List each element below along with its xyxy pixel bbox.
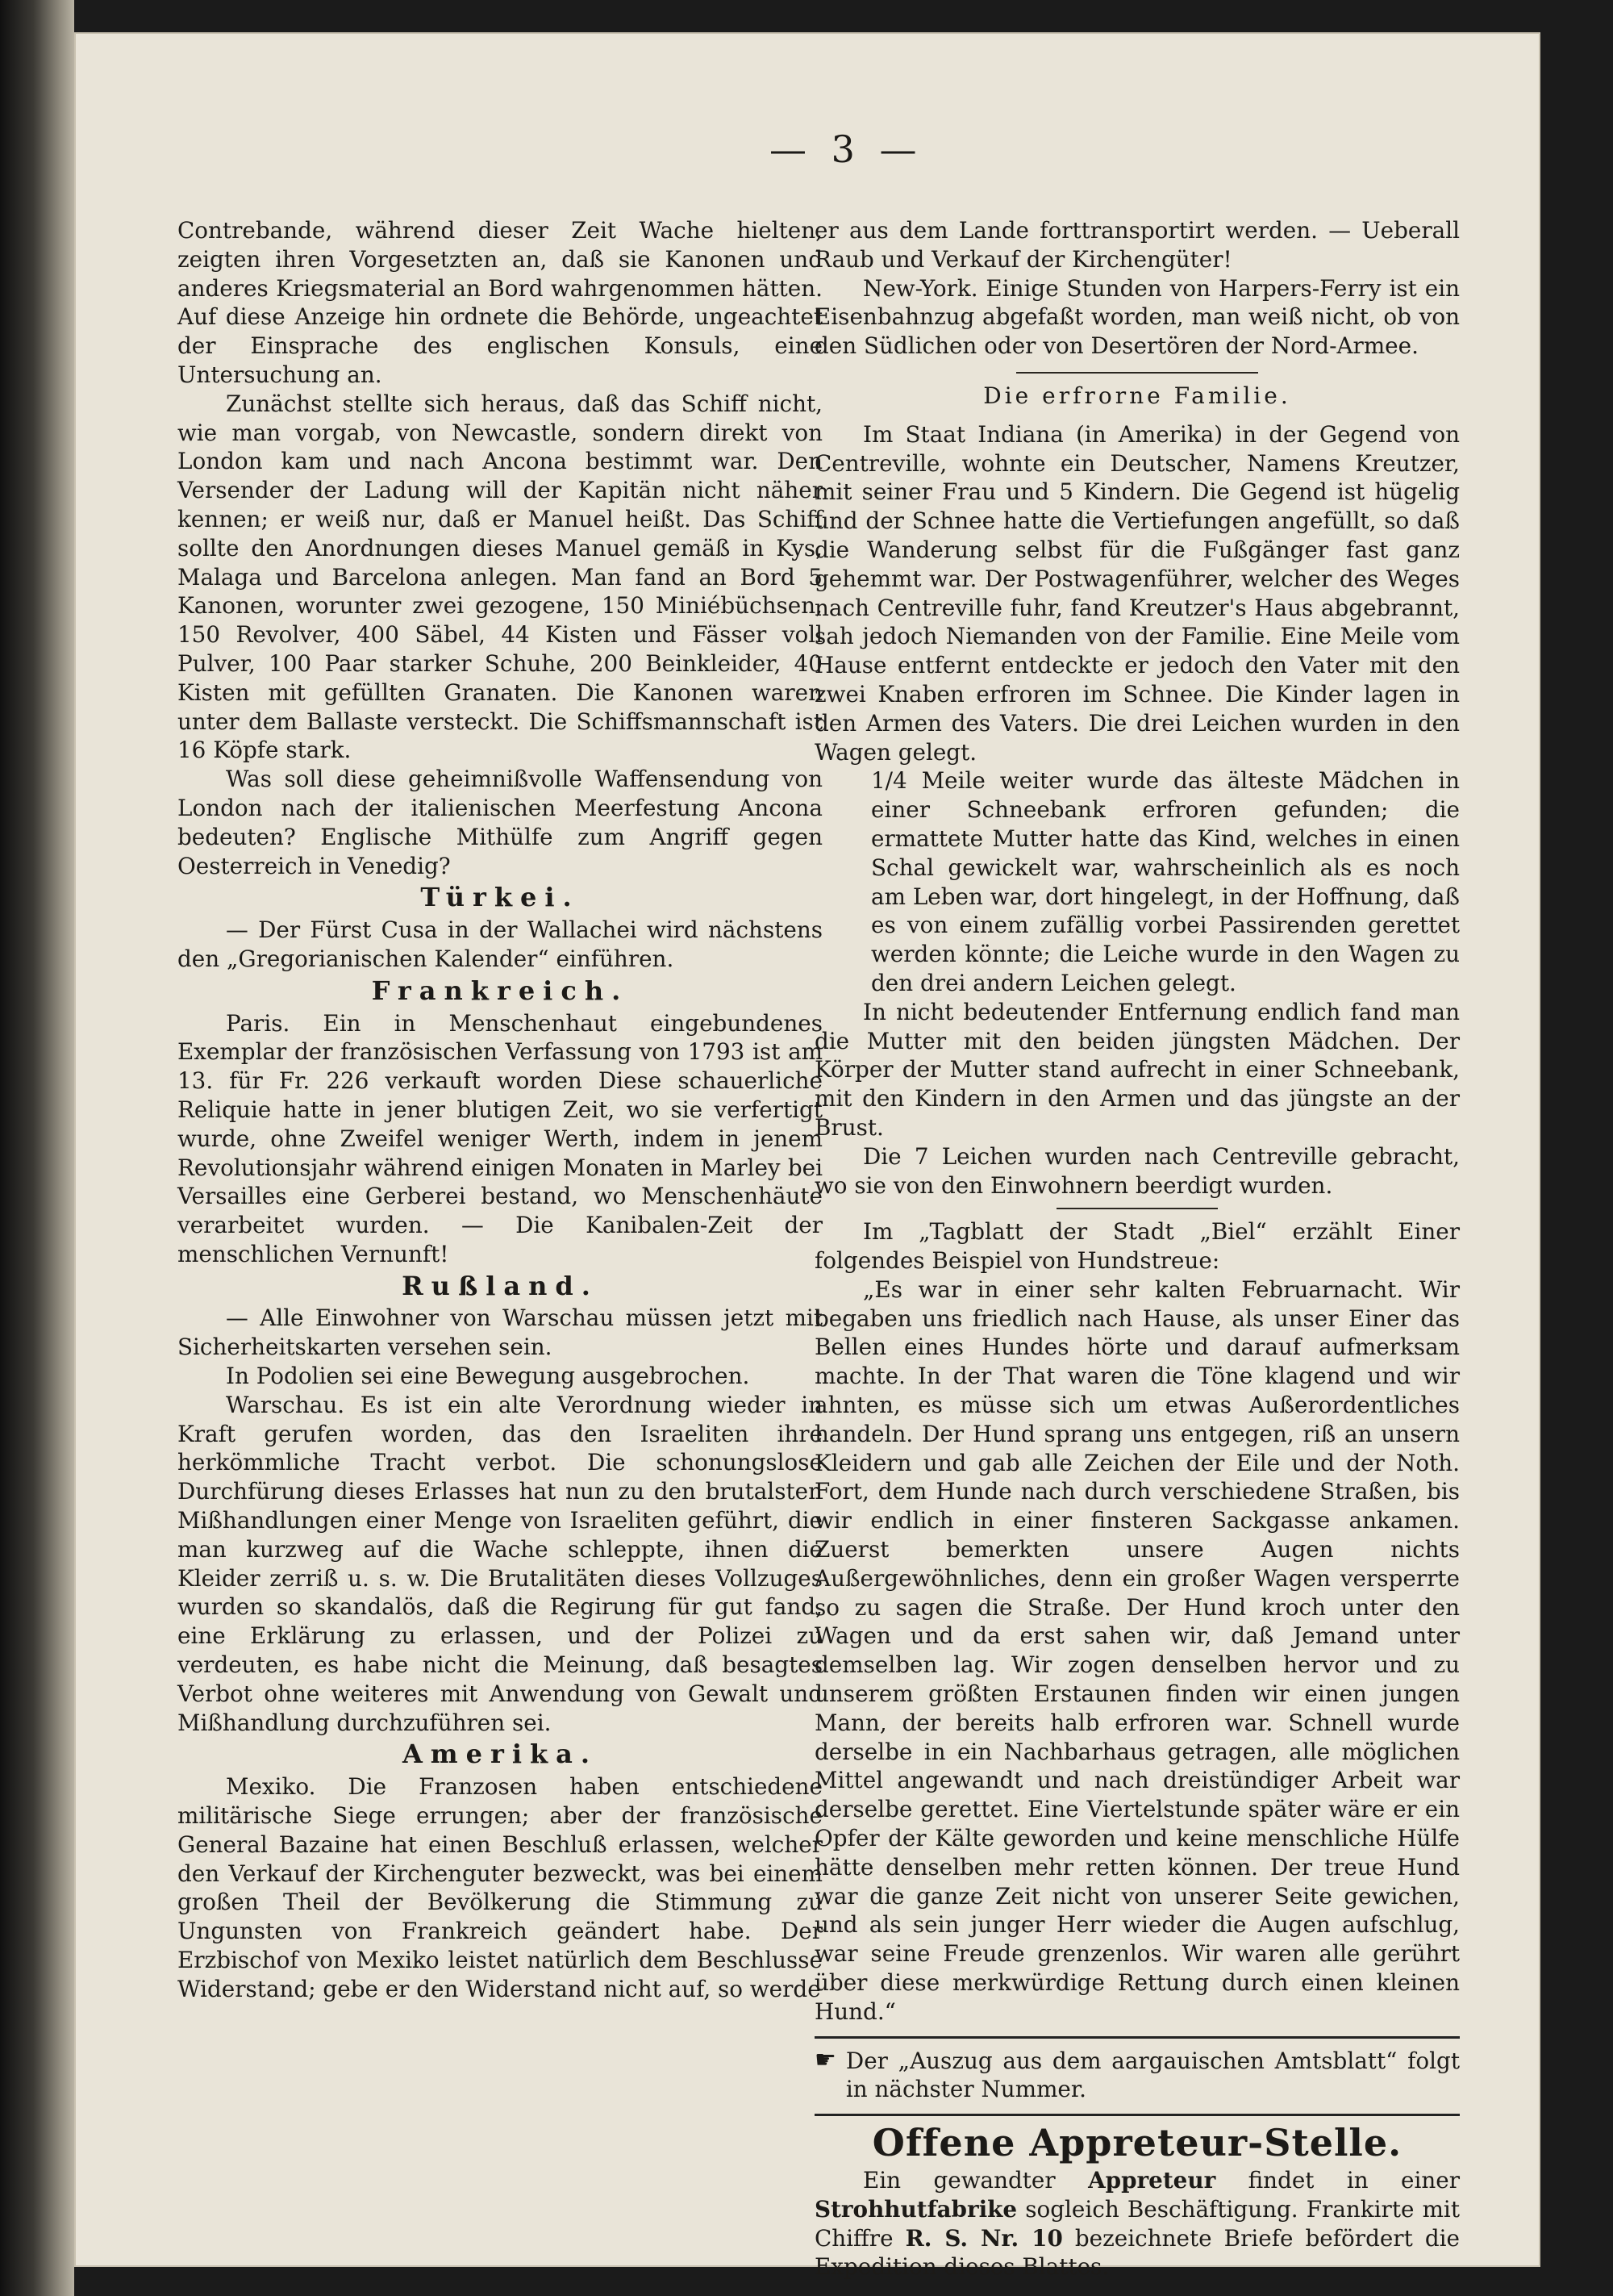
advertisement-code: R. S. Nr. 10	[905, 2224, 1063, 2252]
article-paragraph: In nicht bedeutender Entfernung endlich fand man die Mutter mit den beiden jüngsten Mädchen. Der Körper der Mutter stand aufrecht in einer Schneebank, mit den Kindern in den Armen und das jüngste an der Brust.	[815, 998, 1460, 1141]
section-divider	[815, 2114, 1460, 2116]
article-paragraph: Die 7 Leichen wurden nach Centreville gebracht, wo sie von den Einwohnern beerdigt wurden.	[815, 1142, 1460, 1199]
book-spine	[0, 0, 74, 2296]
article-paragraph: Was soll diese geheimnißvolle Waffensendung von London nach der italienischen Meerfestung Ancona bedeuten? Englische Mithülfe zum Angriff gegen Oesterreich in Venedig?	[177, 766, 823, 879]
advertisement-text: Ein gewandter Appreteur findet in einer Strohhutfabrike sogleich Beschäftigung. Frankirte mit Chiffre R. S. Nr. 10 bezeichnete Briefe befördert die Expedition dieses Blattes.	[815, 2167, 1461, 2281]
section-divider	[815, 2036, 1460, 2039]
article-paragraph: „Es war in einer sehr kalten Februarnacht. Wir begaben uns friedlich nach Hause, als unser Einer das Bellen eines Hundes hörte und darauf aufmerksam machte. In der That waren die Töne klagend und wir ahnten, es müsse sich um etwas Außerordentliches handeln. Der Hund sprang uns entgegen, riß an unsern Kleidern und gab alle Zeichen der Eile und der Noth. Fort, dem Hunde nach durch verschiedene Straßen, bis wir endlich in einer finsteren Sackgasse ankamen. Zuerst bemerkten unsere Augen nichts Außergewöhnliches, denn ein großer Wagen versperrte so zu sagen die Straße. Der Hund kroch unter den Wagen und da erst sahen wir, daß Jemand unter demselben lag. Wir zogen denselben hervor und zu unserem größten Erstaunen finden wir einen jungen Mann, der bereits halb erfroren war. Schnell wurde derselbe in ein Nachbarhaus getragen, alle möglichen Mittel angewandt und nach dreistündiger Arbeit war derselbe gerettet. Eine Viertelstunde später wäre er ein Opfer der Kälte geworden und keine menschliche Hülfe hätte denselben mehr retten können. Der treue Hund war die ganze Zeit nicht von unserer Seite gewichen, und als sein junger Herr wieder die Augen aufschlug, war seine Freude grenzenlos. Wir waren alle gerührt über diese merkwürdige Rettung durch einen kleinen Hund.“	[815, 1275, 1460, 2025]
advertisement-body	[815, 2166, 1460, 2281]
article-paragraph: — Alle Einwohner von Warschau müssen jetzt mit Sicherheitskarten versehen sein.	[177, 1305, 823, 1361]
article-paragraph: 1/4 Meile weiter wurde das älteste Mädchen in einer Schneebank erfroren gefunden; die ermattete Mutter hatte das Kind, welches in einen Schal gewickelt war, wahrscheinlich als es noch am Leben war, dort hingelegt, in der Hoffnung, daß es von einem zufällig vorbei Passirenden gerettet werden könnte; die Leiche wurde in den Wagen zu den drei andern Leichen gelegt.	[871, 767, 1460, 996]
notice-text: Der „Auszug aus dem aargauischen Amtsblatt“ folgt in nächster Nummer.	[845, 2047, 1460, 2103]
notice	[815, 2047, 1460, 2105]
article-paragraph: Im „Tagblatt der Stadt „Biel“ erzählt Einer folgendes Beispiel von Hundstreue:	[815, 1218, 1460, 1275]
pointing-hand-icon: ☛	[815, 2045, 836, 2074]
section-heading-frankreich: Frankreich.	[371, 975, 629, 1006]
section-heading-russland: Rußland.	[402, 1270, 598, 1301]
left-column	[177, 216, 823, 2004]
article-paragraph: Zunächst stellte sich heraus, daß das Schiff nicht, wie man vorgab, von Newcastle, sondern direkt von London kam und nach Ancona bestimmt war. Den Versender der Ladung will der Kapitän nicht näher kennen; er weiß nur, daß er Manuel heißt. Das Schiff sollte den Anordnungen dieses Manuel gemäß in Kys, Malaga und Barcelona anlegen. Man fand an Bord 5 Kanonen, worunter zwei gezogene, 150 Miniébüchsen, 150 Revolver, 400 Säbel, 44 Kisten und Fässer voll Pulver, 100 Paar starker Schuhe, 200 Beinkleider, 40 Kisten mit gefüllten Granaten. Die Kanonen waren unter dem Ballaste versteckt. Die Schiffsmannschaft ist 16 Köpfe stark.	[177, 390, 823, 764]
advertisement-keyword: Strohhutfabrike	[815, 2195, 1018, 2223]
article-paragraph: In Podolien sei eine Bewegung ausgebrochen.	[226, 1363, 750, 1390]
advertisement-keyword: Appreteur	[1088, 2167, 1216, 2194]
advertisement-title: Offene Appreteur-Stelle.	[872, 2121, 1403, 2165]
article-paragraph: Mexiko. Die Franzosen haben entschiedene militärische Siege errungen; aber der französische General Bazaine hat einen Beschluß erlassen, welcher den Verkauf der Kirchenguter bezweckt, was bei einem großen Theil der Bevölkerung die Stimmung zu Ungunsten von Frankreich geändert habe. Der Erzbischof von Mexiko leistet natürlich dem Beschlusse Widerstand; gebe er den Widerstand nicht auf, so werde	[177, 1773, 823, 2002]
section-divider	[1057, 1208, 1218, 1209]
article-paragraph: er aus dem Lande forttransportirt werden. — Ueberall Raub und Verkauf der Kirchengüter!	[815, 217, 1460, 273]
article-paragraph: Paris. Ein in Menschenhaut eingebundenes Exemplar der französischen Verfassung von 1793 ist am 13. für Fr. 226 verkauft worden Diese schauerliche Reliquie hatte in jener blutigen Zeit, wo sie verfertigt wurde, ohne Zweifel weniger Werth, indem in jenem Revolutionsjahr während einigen Monaten in Marley bei Versailles eine Gerberei bestand, wo Menschenhäute verarbeitet wurden. — Die Kanibalen-Zeit der menschlichen Vernunft!	[177, 1009, 823, 1267]
article-paragraph: Warschau. Es ist ein alte Verordnung wieder in Kraft gerufen worden, das den Israeliten ihre herkömmliche Tracht verbot. Die schonungslose Durchfürung dieses Erlasses hat nun zu den brutalsten Mißhandlungen einer Menge von Israeliten geführt, die man kurzweg auf die Wache schleppte, ihnen die Kleider zerriß u. s. w. Die Brutalitäten dieses Vollzuges wurden so skandalös, daß die Regirung für gut fand, eine Erklärung zu erlassen, und der Polizei zu verdeuten, es habe nicht die Meinung, daß besagtes Verbot ohne weiteres mit Anwendung von Gewalt und Mißhandlung durchzuführen sei.	[177, 1391, 823, 1736]
newspaper-page	[74, 32, 1540, 2281]
article-paragraph: Contrebande, während dieser Zeit Wache hielten, zeigten ihren Vorgesetzten an, daß sie Kanonen und anderes Kriegsmaterial an Bord wahrgenommen hätten. Auf diese Anzeige hin ordnete die Behörde, ungeachtet der Einsprache des englischen Konsuls, eine Untersuchung an.	[177, 217, 823, 388]
article-paragraph: — Der Fürst Cusa in der Wallachei wird nächstens den „Gregorianischen Kalender“ einführen.	[177, 916, 823, 972]
article-paragraph: New-York. Einige Stunden von Harpers-Ferry ist ein Eisenbahnzug abgefaßt worden, man weiß nicht, ob von den Südlichen oder von Desertören der Nord-Armee.	[815, 274, 1460, 360]
section-heading-tuerkei: Türkei.	[420, 882, 580, 913]
page-number: — 3 —	[769, 127, 923, 171]
article-paragraph: Im Staat Indiana (in Amerika) in der Gegend von Centreville, wohnte ein Deutscher, Namens Kreutzer, mit seiner Frau und 5 Kindern. Die Gegend ist hügelig und der Schnee hatte die Vertiefungen angefüllt, so daß die Wanderung selbst für die Fußgänger fast ganz gehemmt war. Der Postwagenführer, welcher des Weges nach Centreville fuhr, fand Kreutzer's Haus abgebrannt, sah jedoch Niemanden von der Familie. Eine Meile vom Hause entfernt entdeckte er jedoch den Vater mit den zwei Knaben erfroren im Schnee. Die Kinder lagen in den Armen des Vaters. Die drei Leichen wurden in den Wagen gelegt.	[815, 420, 1460, 766]
section-heading-erfrorne-familie: Die erfrorne Familie.	[815, 372, 1460, 411]
section-heading-amerika: Amerika.	[402, 1739, 598, 1770]
right-column	[815, 216, 1460, 2281]
